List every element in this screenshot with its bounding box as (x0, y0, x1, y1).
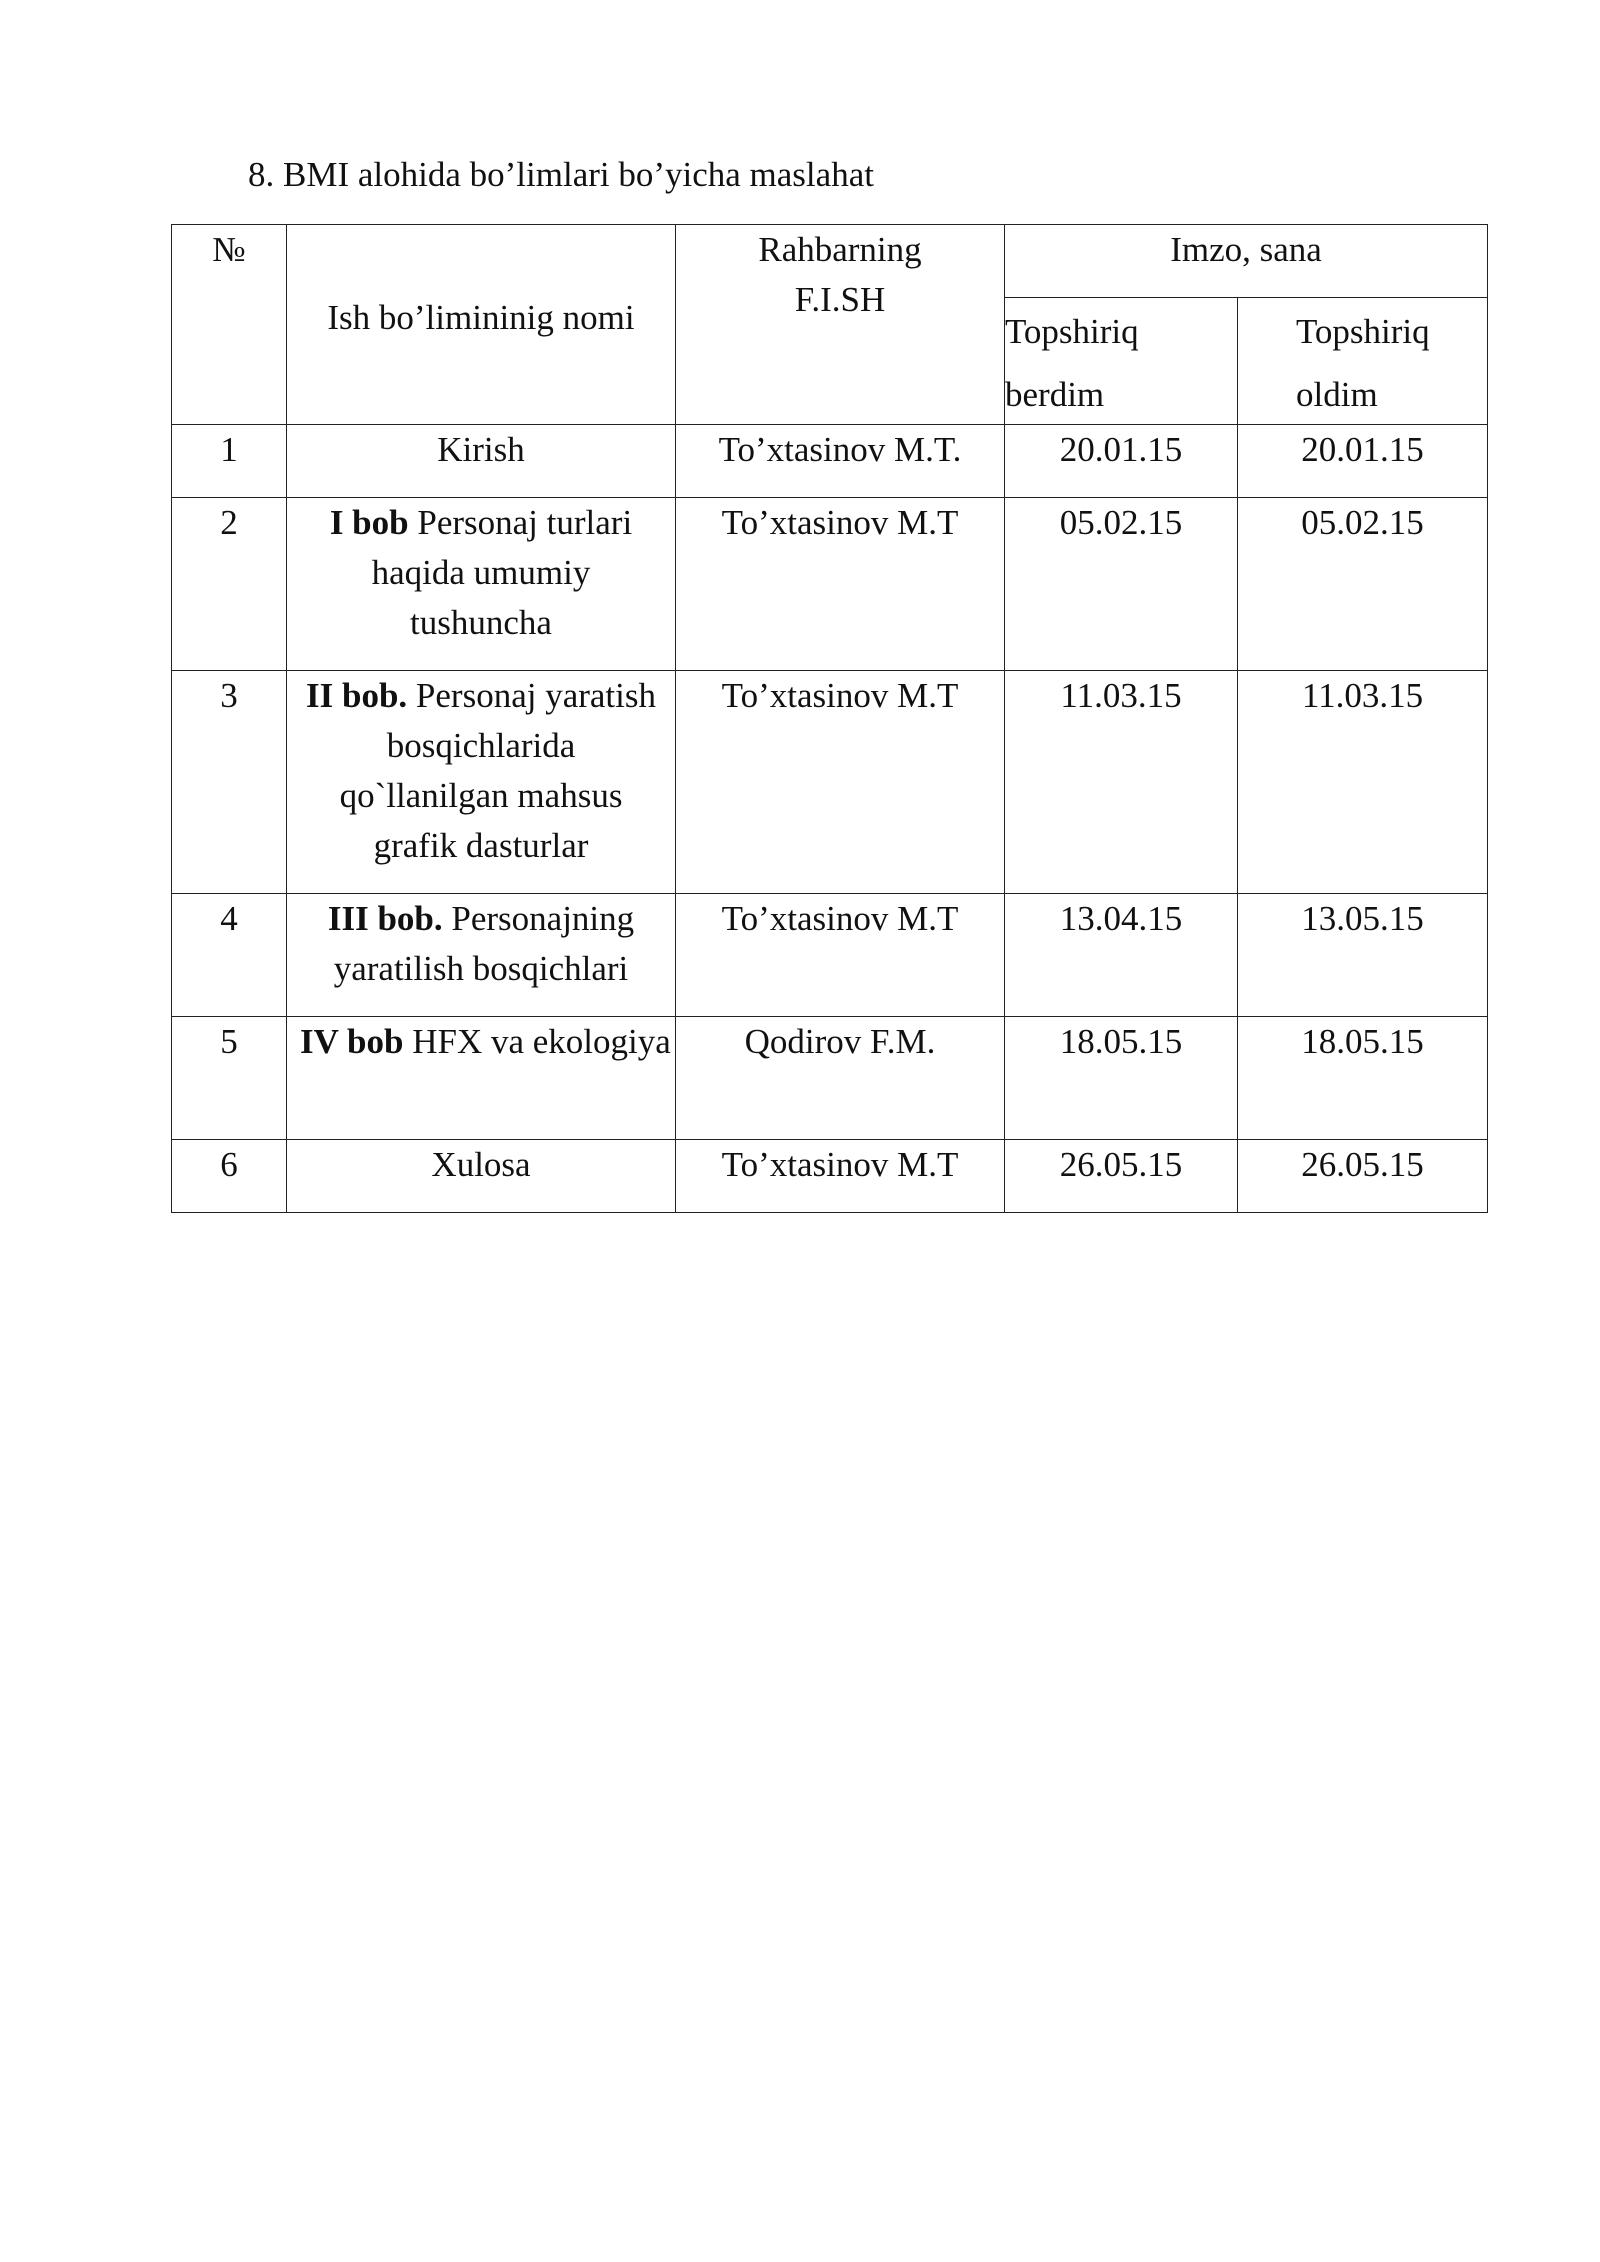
row-title-text: Kirish (437, 430, 525, 469)
row-section-title (287, 425, 676, 498)
header-number-label: № (212, 230, 246, 269)
header-task-given-line1: Topshiriq (1005, 312, 1139, 351)
header-number (172, 225, 287, 425)
row-title-bold: I bob (329, 503, 409, 542)
header-task-given-line2: berdim (1005, 375, 1105, 414)
row-section-title (287, 671, 676, 894)
row-date-received: 11.03.15 (1238, 671, 1488, 894)
header-section-name-label: Ish bo’limininig nomi (327, 298, 635, 337)
row-date-given: 05.02.15 (1005, 498, 1238, 671)
header-task-received-line1: Topshiriq (1296, 312, 1430, 351)
header-supervisor (676, 225, 1005, 425)
row-section-title (287, 894, 676, 1017)
row-date-received: 05.02.15 (1238, 498, 1488, 671)
row-supervisor: To’xtasinov M.T (676, 894, 1005, 1017)
row-number: 1 (172, 425, 287, 498)
row-date-given: 26.05.15 (1005, 1140, 1238, 1213)
row-number: 2 (172, 498, 287, 671)
row-date-received: 20.01.15 (1238, 425, 1488, 498)
row-date-received: 13.05.15 (1238, 894, 1488, 1017)
row-date-received: 18.05.15 (1238, 1017, 1488, 1140)
table-row (172, 425, 1488, 498)
header-supervisor-line2: F.I.SH (794, 280, 886, 319)
row-section-title (287, 1140, 676, 1213)
row-date-received: 26.05.15 (1238, 1140, 1488, 1213)
row-number: 6 (172, 1140, 287, 1213)
header-task-received-line2: oldim (1296, 375, 1378, 414)
table-row (172, 498, 1488, 671)
row-number: 3 (172, 671, 287, 894)
row-date-given: 18.05.15 (1005, 1017, 1238, 1140)
row-supervisor: To’xtasinov M.T (676, 498, 1005, 671)
row-supervisor: To’xtasinov M.T (676, 1140, 1005, 1213)
row-title-text: Personaj yaratish bosqichlarida qo`llanilgan mahsus grafik dasturlar (339, 676, 656, 865)
header-signature-date (1005, 225, 1488, 298)
row-title-bold: III bob. (327, 899, 443, 938)
row-supervisor: Qodirov F.M. (676, 1017, 1005, 1140)
table-header-row (172, 225, 1488, 298)
row-title-text: HFX va ekologiya (403, 1022, 671, 1061)
row-number: 5 (172, 1017, 287, 1140)
row-date-given: 11.03.15 (1005, 671, 1238, 894)
header-task-received (1238, 298, 1488, 425)
consultation-table (171, 224, 1488, 1213)
table-row (172, 894, 1488, 1017)
row-supervisor: To’xtasinov M.T (676, 671, 1005, 894)
row-title-text: Personaj turlari haqida umumiy tushuncha (371, 503, 633, 642)
row-section-title (287, 498, 676, 671)
row-title-bold: IV bob (300, 1022, 404, 1061)
row-supervisor: To’xtasinov M.T. (676, 425, 1005, 498)
section-heading: 8. BMI alohida bo’limlari bo’yicha maslahat (248, 155, 874, 194)
header-task-given (1005, 298, 1238, 425)
header-signature-date-label: Imzo, sana (1170, 230, 1322, 269)
header-supervisor-line1: Rahbarning (758, 230, 922, 269)
row-number: 4 (172, 894, 287, 1017)
row-date-given: 20.01.15 (1005, 425, 1238, 498)
table-row (172, 671, 1488, 894)
row-title-text: Personajning yaratilish bosqichlari (333, 899, 635, 988)
row-title-text: Xulosa (431, 1145, 531, 1184)
row-title-bold: II bob. (306, 676, 408, 715)
row-section-title (287, 1017, 676, 1140)
header-section-name (287, 225, 676, 425)
table-row (172, 1140, 1488, 1213)
table-row (172, 1017, 1488, 1140)
row-date-given: 13.04.15 (1005, 894, 1238, 1017)
